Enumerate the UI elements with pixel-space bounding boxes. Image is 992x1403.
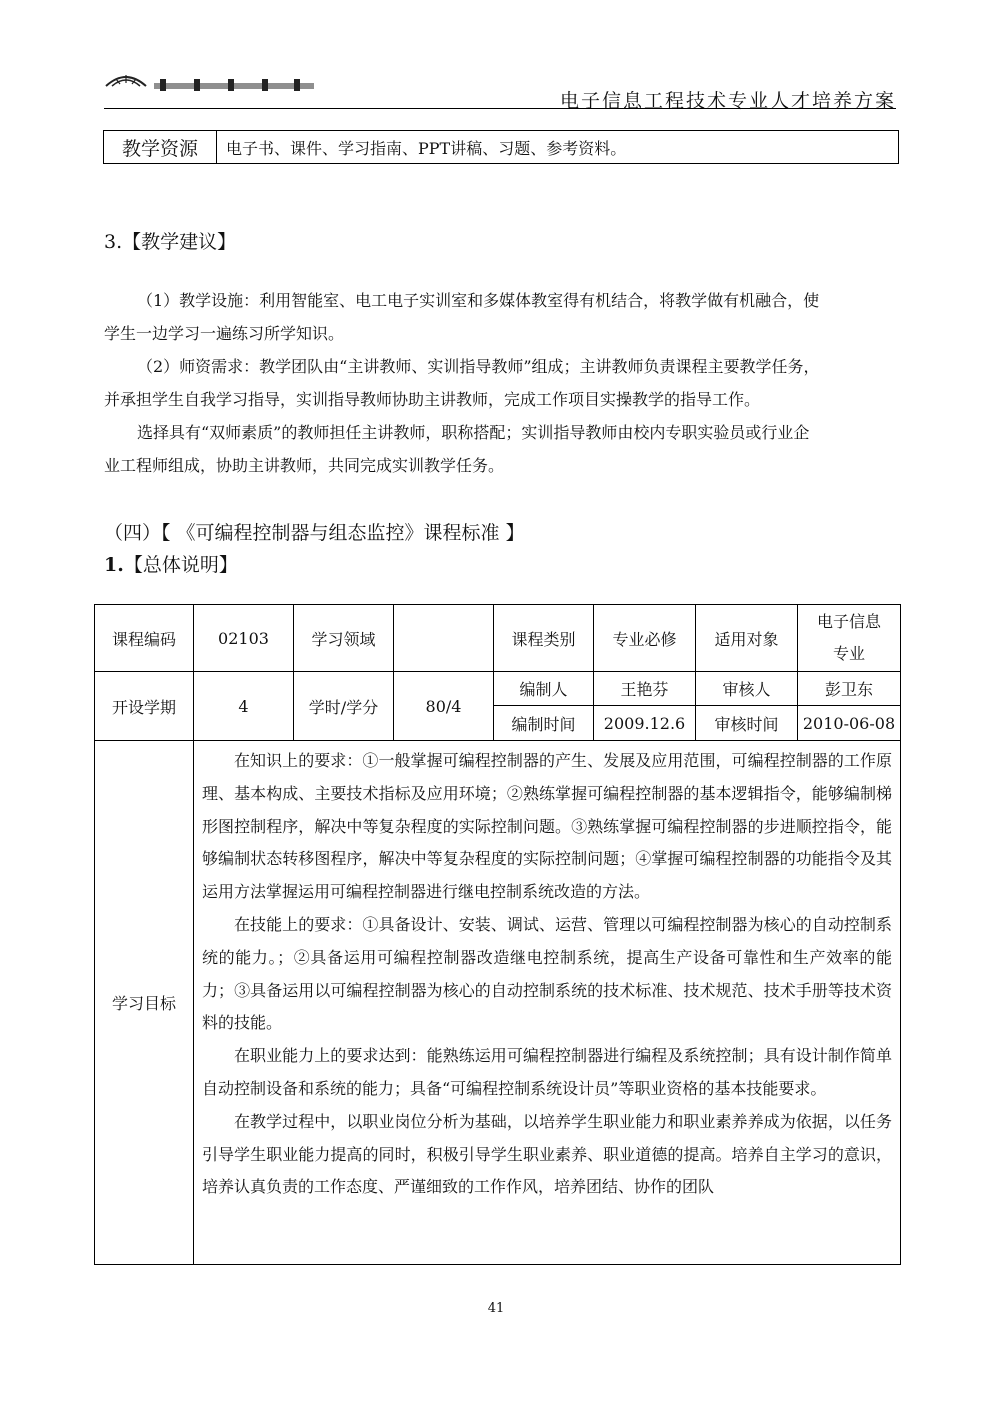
review-date-value: 2010-06-08 <box>798 706 901 741</box>
goal-paragraph: 在知识上的要求：①一般掌握可编程控制器的产生、发展及应用范围，可编程控制器的工作原理、基本构成、主要技术指标及应用环境；②熟练掌握可编程控制器的基本逻辑指令，能够编制梯形图控制程序，解决中等复杂程度的实际控制问题。③熟练掌握可编程控制器的步进顺控指令，能够编制状态转移图程序，解决中等复杂程度的实际控制问题；④掌握可编程控制器的功能指令及其运用方法掌握运用可编程控制器进行继电控制系统改造的方法。 <box>202 751 892 902</box>
header-title: 电子信息工程技术专业人才培养方案 <box>559 90 896 112</box>
paragraph-line: （1）教学设施：利用智能室、电工电子实训室和多媒体教室得有机结合，将教学做有机融合，使 <box>137 291 820 310</box>
section4-subheading <box>104 553 238 577</box>
reviewer-label: 审核人 <box>696 672 798 706</box>
table-row <box>104 131 899 164</box>
table-row <box>95 741 901 1265</box>
target-value <box>798 605 901 672</box>
reviewer-value: 彭卫东 <box>798 672 901 706</box>
resources-value: 电子书、课件、学习指南、PPT讲稿、习题、参考资料。 <box>217 131 899 164</box>
term-label: 开设学期 <box>95 672 194 741</box>
paragraph-line: 学生一边学习一遍练习所学知识。 <box>104 324 345 343</box>
resources-label: 教学资源 <box>104 131 217 164</box>
paragraph-line: （2）师资需求：教学团队由“主讲教师、实训指导教师”组成；主讲教师负责课程主要教学任务， <box>137 357 820 376</box>
review-date-label: 审核时间 <box>696 706 798 741</box>
goal-paragraph: 在教学过程中，以职业岗位分析为基础，以培养学生职业能力和职业素养养成为依据，以任务引导学生职业能力提高的同时，积极引导学生职业素养、职业道德的提高。培养自主学习的意识，培养认真负责的工作态度、严谨细致的工作作风，培养团结、协作的团队 <box>202 1111 892 1197</box>
table-row <box>95 605 901 672</box>
term-value: 4 <box>194 672 294 741</box>
author-value: 王艳芬 <box>594 672 696 706</box>
target-label: 适用对象 <box>696 605 798 672</box>
paragraph-line: 并承担学生自我学习指导，实训指导教师协助主讲教师，完成工作项目实操教学的指导工作。 <box>104 390 761 409</box>
author-label: 编制人 <box>494 672 594 706</box>
course-table <box>94 604 901 1265</box>
section3-heading: 3.【教学建议】 <box>104 231 237 253</box>
course-code-value: 02103 <box>194 605 294 672</box>
paragraph-line: 业工程师组成，协助主讲教师，共同完成实训教学任务。 <box>104 456 505 475</box>
paragraph-line: 选择具有“双师素质”的教师担任主讲教师，职称搭配；实训指导教师由校内专职实验员或行业企 <box>137 423 810 442</box>
hours-value: 80/4 <box>394 672 494 741</box>
target-value-line: 专业 <box>832 644 865 663</box>
date-value: 2009.12.6 <box>594 706 696 741</box>
page-number: 41 <box>487 1301 505 1316</box>
date-label: 编制时间 <box>494 706 594 741</box>
goal-paragraph: 在技能上的要求：①具备设计、安装、调试、运营、管理以可编程控制器为核心的自动控制系统的能力。；②具备运用可编程控制器改造继电控制系统，提高生产设备可靠性和生产效率的能力；③具备运用以可编程控制器为核心的自动控制系统的技术标准、技术规范、技术手册等技术资料的技能。 <box>202 914 892 1033</box>
school-logo-icon <box>104 70 324 102</box>
table-row <box>95 672 901 706</box>
learning-field-value <box>394 605 494 672</box>
page-header <box>104 70 896 110</box>
learning-field-label: 学习领域 <box>294 605 394 672</box>
subheading-text: 【总体说明】 <box>123 554 238 576</box>
section4-heading: （四）【 《可编程控制器与组态监控》课程标准 】 <box>104 522 525 544</box>
hours-label: 学时/学分 <box>294 672 394 741</box>
resources-table <box>103 130 899 164</box>
learning-goals-label: 学习目标 <box>95 741 194 1265</box>
subheading-number: 1. <box>104 554 124 576</box>
course-type-label: 课程类别 <box>494 605 594 672</box>
course-code-label: 课程编码 <box>95 605 194 672</box>
learning-goals-content <box>194 741 901 1265</box>
target-value-line: 电子信息 <box>816 612 881 631</box>
goal-paragraph: 在职业能力上的要求达到：能熟练运用可编程控制器进行编程及系统控制；具有设计制作简单自动控制设备和系统的能力；具备“可编程控制系统设计员”等职业资格的基本技能要求。 <box>202 1046 892 1098</box>
header-rule <box>104 108 896 109</box>
course-type-value: 专业必修 <box>594 605 696 672</box>
